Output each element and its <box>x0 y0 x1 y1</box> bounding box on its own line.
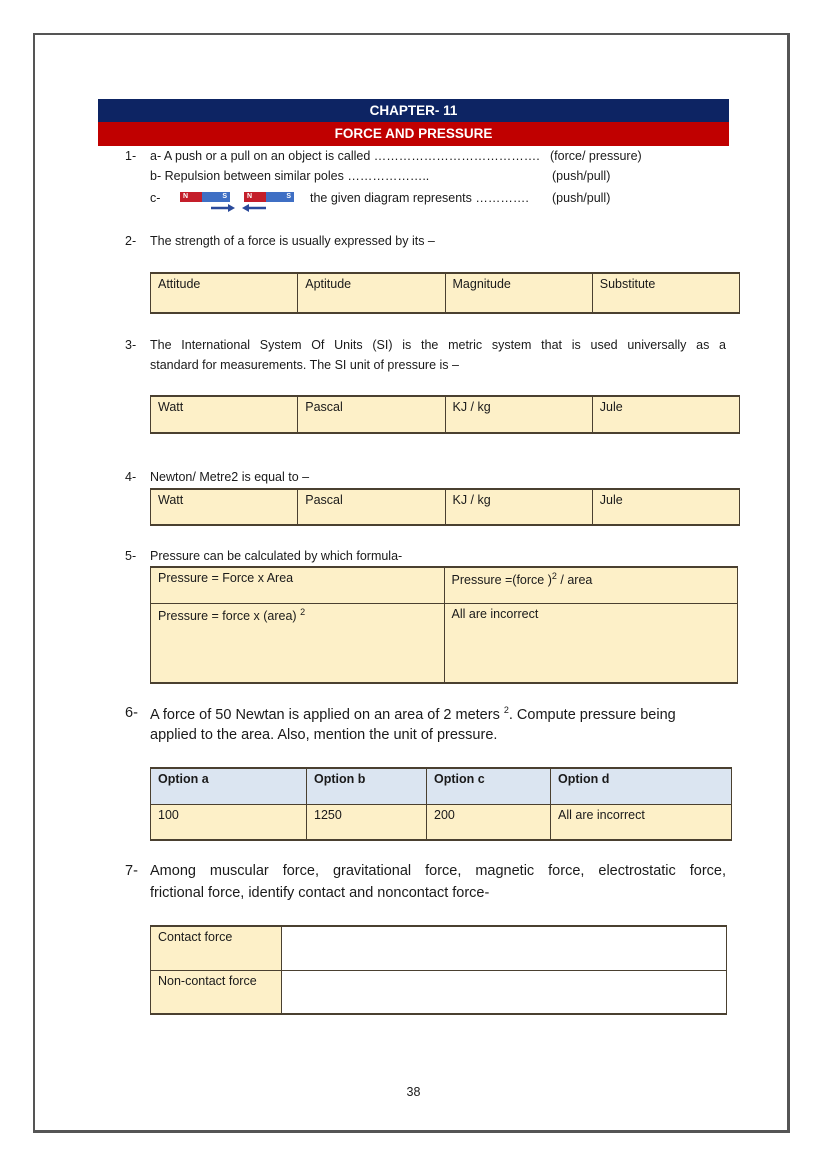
option-cell[interactable]: KJ / kg <box>445 396 592 433</box>
question-6-superscript: 2 <box>503 705 509 715</box>
question-3-text-line1: The International System Of Units (SI) is the metric system that is used universally as a <box>150 338 726 352</box>
magnet-south-pole: S <box>202 192 230 202</box>
option-cell[interactable]: KJ / kg <box>445 489 592 525</box>
answer-cell-non-contact[interactable] <box>282 970 727 1014</box>
formula-text: Pressure = force x (area) <box>158 608 297 623</box>
question-6-number: 6- <box>125 705 138 721</box>
question-7-number: 7- <box>125 863 138 879</box>
option-value[interactable]: 200 <box>427 804 551 840</box>
option-cell[interactable]: Jule <box>592 396 739 433</box>
chapter-title: FORCE AND PRESSURE <box>98 122 729 146</box>
option-cell[interactable] <box>151 603 445 683</box>
arrow-left-icon <box>241 203 267 213</box>
question-6-options <box>150 767 732 841</box>
question-4-options <box>150 488 740 526</box>
answer-cell-contact[interactable] <box>282 926 727 970</box>
arrow-right-icon <box>210 203 236 213</box>
row-label-contact: Contact force <box>151 926 282 970</box>
question-2-options <box>150 272 740 314</box>
magnet-south-pole: S <box>266 192 294 202</box>
magnet-diagram-2 <box>244 192 294 202</box>
option-cell[interactable]: Attitude <box>151 273 298 313</box>
question-1-number: 1- <box>125 149 137 163</box>
question-5-text: Pressure can be calculated by which formula- <box>150 549 403 563</box>
option-value[interactable]: 100 <box>151 804 307 840</box>
question-6-text-end: . Compute pressure being <box>508 706 676 723</box>
formula-text: All are incorrect <box>451 606 539 621</box>
question-1a-hint: (force/ pressure) <box>550 149 642 163</box>
question-5-number: 5- <box>125 549 137 563</box>
formula-text-suffix: / area <box>556 573 593 588</box>
formula-text: Pressure = Force x Area <box>158 571 294 585</box>
option-cell[interactable] <box>444 603 738 683</box>
option-value[interactable]: All are incorrect <box>551 804 732 840</box>
question-7-text-line1: Among muscular force, gravitational force, magnetic force, electrostatic force, <box>150 863 726 879</box>
question-1c-hint: (push/pull) <box>552 191 611 205</box>
option-cell[interactable]: Pascal <box>298 396 445 433</box>
option-cell[interactable]: Watt <box>151 489 298 525</box>
option-header: Option b <box>307 768 427 804</box>
option-cell[interactable]: Substitute <box>592 273 739 313</box>
question-7-classification-table <box>150 925 727 1015</box>
question-2-number: 2- <box>125 234 137 248</box>
option-cell[interactable]: Pascal <box>298 489 445 525</box>
question-2-text: The strength of a force is usually expressed by its – <box>150 234 435 248</box>
magnet-diagram-1 <box>180 192 230 202</box>
question-6-text-line2: applied to the area. Also, mention the unit of pressure. <box>150 727 498 743</box>
formula-superscript: 2 <box>551 571 557 581</box>
question-1c-text: the given diagram represents …………. <box>310 191 529 205</box>
formula-superscript: 2 <box>300 606 306 617</box>
option-cell[interactable]: Magnitude <box>445 273 592 313</box>
question-3-options <box>150 395 740 434</box>
question-3-text-line2: standard for measurements. The SI unit of pressure is – <box>150 358 459 372</box>
question-5-options <box>150 566 738 684</box>
row-label-non-contact: Non-contact force <box>151 970 282 1014</box>
question-4-number: 4- <box>125 470 137 484</box>
option-header: Option c <box>427 768 551 804</box>
option-cell[interactable] <box>444 567 738 603</box>
question-6-text-line1 <box>150 705 676 723</box>
option-cell[interactable]: Jule <box>592 489 739 525</box>
question-1c-label: c- <box>150 191 161 205</box>
question-4-text: Newton/ Metre2 is equal to – <box>150 470 310 484</box>
question-6-text-start: A force of 50 Newtan is applied on an area of 2 meters <box>150 706 504 723</box>
question-3-number: 3- <box>125 338 137 352</box>
magnet-north-pole: N <box>244 192 266 202</box>
option-header: Option d <box>551 768 732 804</box>
option-header: Option a <box>151 768 307 804</box>
question-1b-text: b- Repulsion between similar poles ……………….. <box>150 169 430 183</box>
question-1b-hint: (push/pull) <box>552 169 611 183</box>
chapter-heading: CHAPTER- 11 <box>98 99 729 122</box>
option-value[interactable]: 1250 <box>307 804 427 840</box>
option-cell[interactable] <box>151 567 445 603</box>
magnet-north-pole: N <box>180 192 202 202</box>
page-number: 38 <box>406 1085 421 1099</box>
formula-text: Pressure =(force ) <box>451 573 552 588</box>
option-cell[interactable]: Watt <box>151 396 298 433</box>
question-7-text-line2: frictional force, identify contact and noncontact force- <box>150 885 490 901</box>
option-cell[interactable]: Aptitude <box>298 273 445 313</box>
question-1a-text: a- A push or a pull on an object is called …………………………………. <box>150 149 540 163</box>
